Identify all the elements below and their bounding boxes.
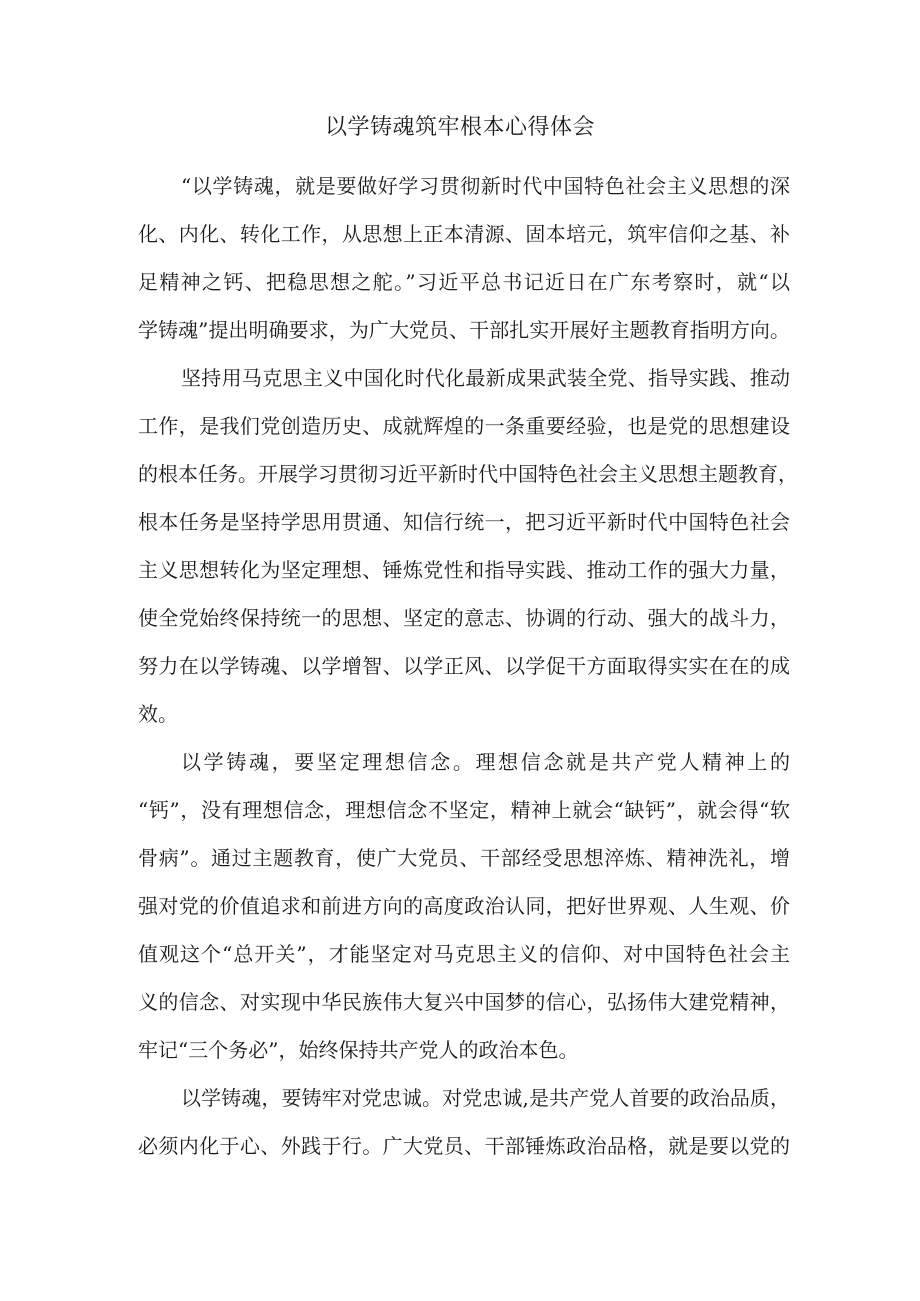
- paragraph-line: 化、内化、转化工作，从思想上正本清源、固本培元，筑牢信仰之基、补: [138, 222, 790, 246]
- paragraph-line: 以学铸魂，要坚定理想信念。理想信念就是共产党人精神上的: [181, 750, 790, 774]
- paragraph-line: 必须内化于心、外践于行。广大党员、干部锤炼政治品格，就是要以党的: [138, 1134, 790, 1158]
- paragraph-line: 工作，是我们党创造历史、成就辉煌的一条重要经验，也是党的思想建设: [138, 414, 790, 438]
- paragraph-line: 义的信念、对实现中华民族伟大复兴中国梦的信心，弘扬伟大建党精神，: [138, 990, 790, 1014]
- paragraph-line: 效。: [138, 702, 178, 726]
- paragraph-line: 的根本任务。开展学习贯彻习近平新时代中国特色社会主义思想主题教育，: [138, 462, 798, 486]
- paragraph-line: 坚持用马克思主义中国化时代化最新成果武装全党、指导实践、推动: [181, 366, 790, 390]
- paragraph-line: 足精神之钙、把稳思想之舵。”习近平总书记近日在广东考察时，就“以: [138, 270, 790, 294]
- paragraph-line: 值观这个“总开关”，才能坚定对马克思主义的信仰、对中国特色社会主: [138, 942, 790, 966]
- paragraph-line: 学铸魂”提出明确要求，为广大党员、干部扎实开展好主题教育指明方向。: [138, 318, 790, 342]
- document-title: 以学铸魂筑牢根本心得体会: [324, 115, 595, 140]
- paragraph-line: 牢记“三个务必”，始终保持共产党人的政治本色。: [138, 1038, 579, 1062]
- paragraph-line: 骨病”。通过主题教育，使广大党员、干部经受思想淬炼、精神洗礼，增: [138, 846, 790, 870]
- paragraph-line: 以学铸魂，要铸牢对党忠诚。对党忠诚,是共产党人首要的政治品质，: [181, 1086, 790, 1110]
- paragraph-line: 使全党始终保持统一的思想、坚定的意志、协调的行动、强大的战斗力，: [138, 606, 790, 630]
- paragraph-line: “以学铸魂，就是要做好学习贯彻新时代中国特色社会主义思想的深: [181, 174, 790, 198]
- paragraph-line: 强对党的价值追求和前进方向的高度政治认同，把好世界观、人生观、价: [138, 894, 790, 918]
- paragraph-line: 主义思想转化为坚定理想、锤炼党性和指导实践、推动工作的强大力量，: [138, 558, 790, 582]
- paragraph-line: 努力在以学铸魂、以学增智、以学正风、以学促干方面取得实实在在的成: [138, 654, 790, 678]
- paragraph-line: “钙”，没有理想信念，理想信念不坚定，精神上就会“缺钙”，就会得“软: [138, 798, 790, 822]
- paragraph-line: 根本任务是坚持学思用贯通、知信行统一，把习近平新时代中国特色社会: [138, 510, 790, 534]
